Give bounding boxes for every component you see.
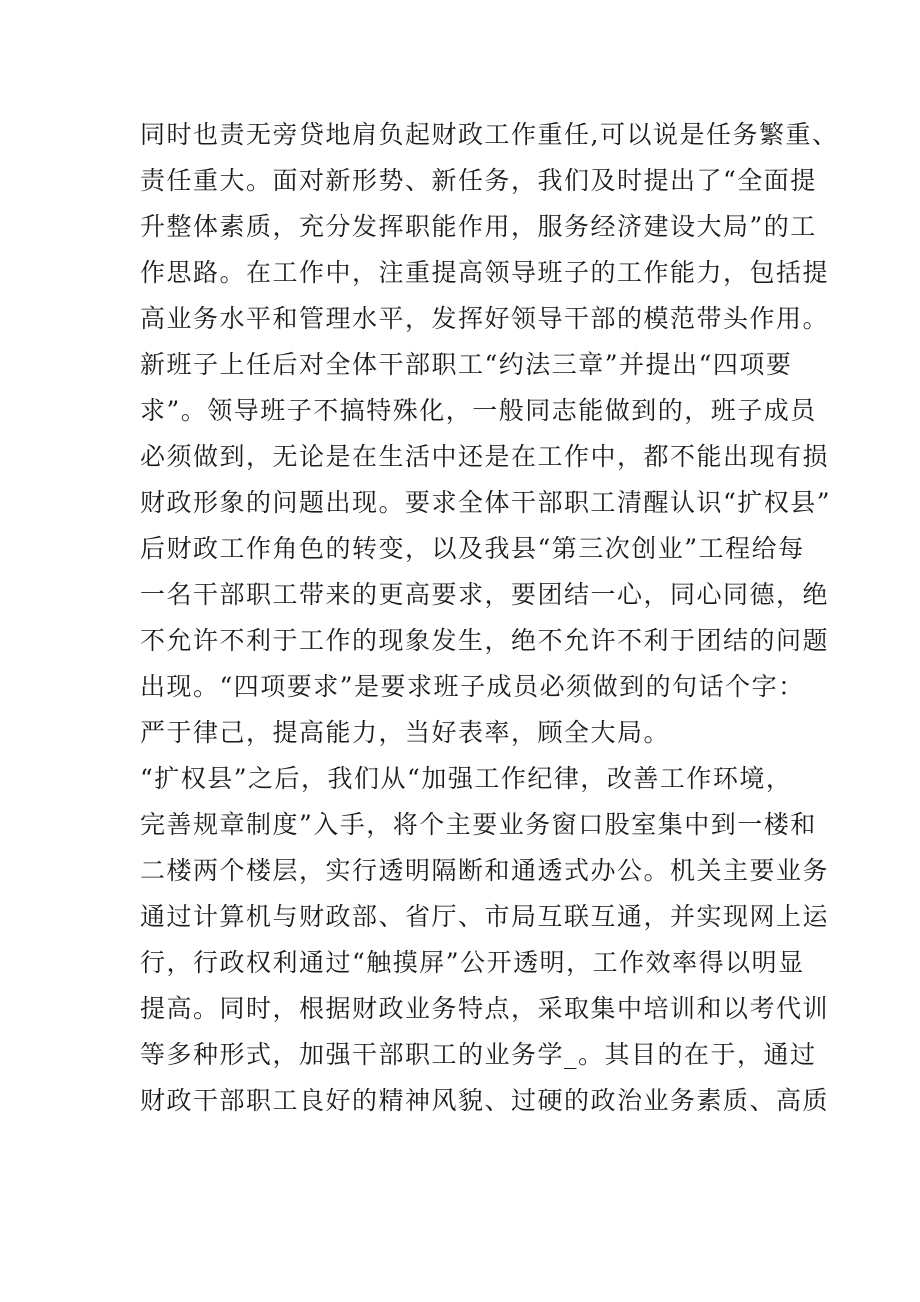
text-line: 财政干部职工良好的精神风貌、过硬的政治业务素质、高质 bbox=[140, 1086, 830, 1115]
text-line: 行，行政权利通过“触摸屏”公开透明，工作效率得以明显 bbox=[140, 948, 805, 977]
text-line: 财政形象的问题出现。要求全体干部职工清醒认识“扩权县” bbox=[140, 488, 832, 517]
text-line: 不允许不利于工作的现象发生，绝不允许不利于团结的问题 bbox=[140, 626, 830, 655]
text-line: 提高。同时，根据财政业务特点，采取集中培训和以考代训 bbox=[140, 994, 830, 1023]
text-line: 后财政工作角色的转变，以及我县“第三次创业”工程给每 bbox=[140, 534, 805, 563]
text-line: 高业务水平和管理水平，发挥好领导干部的模范带头作用。 bbox=[140, 304, 830, 333]
text-line: 必须做到，无论是在生活中还是在工作中，都不能出现有损 bbox=[140, 442, 830, 471]
text-line: 完善规章制度”入手，将个主要业务窗口股室集中到一楼和 bbox=[140, 810, 817, 839]
text-line: 责任重大。面对新形势、新任务，我们及时提出了“全面提 bbox=[140, 166, 817, 195]
text-line: 二楼两个楼层，实行透明隔断和通透式办公。机关主要业务 bbox=[140, 856, 830, 885]
text-line: 新班子上任后对全体干部职工“约法三章”并提出“四项要 bbox=[140, 350, 793, 379]
text-line: 一名干部职工带来的更高要求，要团结一心，同心同德，绝 bbox=[140, 580, 830, 609]
text-line: 升整体素质，充分发挥职能作用，服务经济建设大局”的工 bbox=[140, 212, 817, 241]
text-line: 作思路。在工作中，注重提高领导班子的工作能力，包括提 bbox=[140, 258, 830, 287]
text-line: 出现。“四项要求”是要求班子成员必须做到的句话个字： bbox=[140, 672, 805, 701]
text-line: 等多种形式，加强干部职工的业务学_。其目的在于，通过 bbox=[140, 1040, 817, 1069]
text-line: 同时也责无旁贷地肩负起财政工作重任,可以说是任务繁重、 bbox=[140, 120, 839, 149]
text-line: “扩权县”之后，我们从“加强工作纪律，改善工作环境， bbox=[140, 764, 793, 793]
text-line: 通过计算机与财政部、省厅、市局互联互通，并实现网上运 bbox=[140, 902, 830, 931]
text-line: 求”。领导班子不搞特殊化，一般同志能做到的，班子成员 bbox=[140, 396, 817, 425]
text-line: 严于律己，提高能力，当好表率，顾全大局。 bbox=[140, 718, 671, 747]
